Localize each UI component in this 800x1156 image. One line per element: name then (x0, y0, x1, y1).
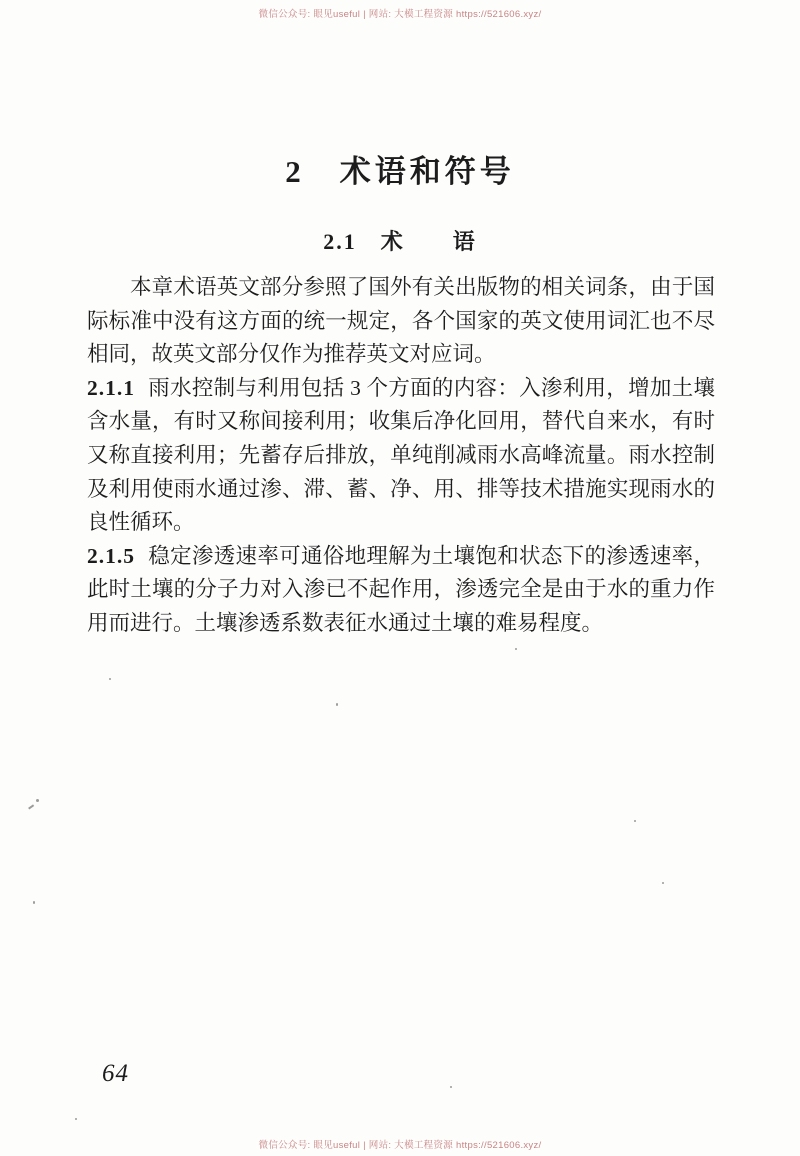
paragraph-2-1-5 (87, 540, 715, 641)
section-heading: 2.1 术 语 (323, 229, 477, 254)
page-number: 64 (102, 1060, 129, 1087)
scan-artifact (28, 804, 34, 809)
clause-number-2-1-5: 2.1.5 (87, 543, 135, 568)
body-text (87, 271, 715, 641)
clause-text-2-1-1: 雨水控制与利用包括 3 个方面的内容：入渗利用，增加土壤含水量，有时又称间接利用；收集后净化回用，替代自来水，有时又称直接利用；先蓄存后排放，单纯削减雨水高峰流量。雨水控制及利用使雨水通过渗、滞、蓄、净、用、排等技术措施实现雨水的良性循环。 (87, 375, 715, 535)
watermark-bottom-text: 微信公众号: 眼见useful | 网站: 大模工程资源 https://521606.xyz/ (258, 1140, 542, 1151)
scan-artifact (634, 820, 636, 822)
paragraph-2-1-1 (87, 372, 715, 540)
chapter-title: 2 术语和符号 (285, 154, 515, 189)
clause-text-2-1-5: 稳定渗透速率可通俗地理解为土壤饱和状态下的渗透速率，此时土壤的分子力对入渗已不起作用，渗透完全是由于水的重力作用而进行。土壤渗透系数表征水通过土壤的难易程度。 (87, 543, 715, 635)
scan-artifact (109, 678, 111, 680)
scan-artifact (336, 703, 338, 706)
watermark-bottom (0, 1137, 800, 1151)
scan-artifact (662, 882, 664, 884)
scan-artifact (36, 799, 39, 802)
scan-artifact (33, 901, 35, 904)
scan-artifact (515, 648, 517, 650)
watermark-top-text: 微信公众号: 眼见useful | 网站: 大模工程资源 https://521606.xyz/ (258, 9, 542, 20)
scan-artifact (75, 1118, 77, 1120)
watermark-top (0, 6, 800, 20)
clause-number-2-1-1: 2.1.1 (87, 375, 135, 400)
scan-artifact (450, 1086, 452, 1088)
paragraph-intro: 本章术语英文部分参照了国外有关出版物的相关词条，由于国际标准中没有这方面的统一规定，各个国家的英文使用词汇也不尽相同，故英文部分仅作为推荐英文对应词。 (87, 275, 715, 367)
